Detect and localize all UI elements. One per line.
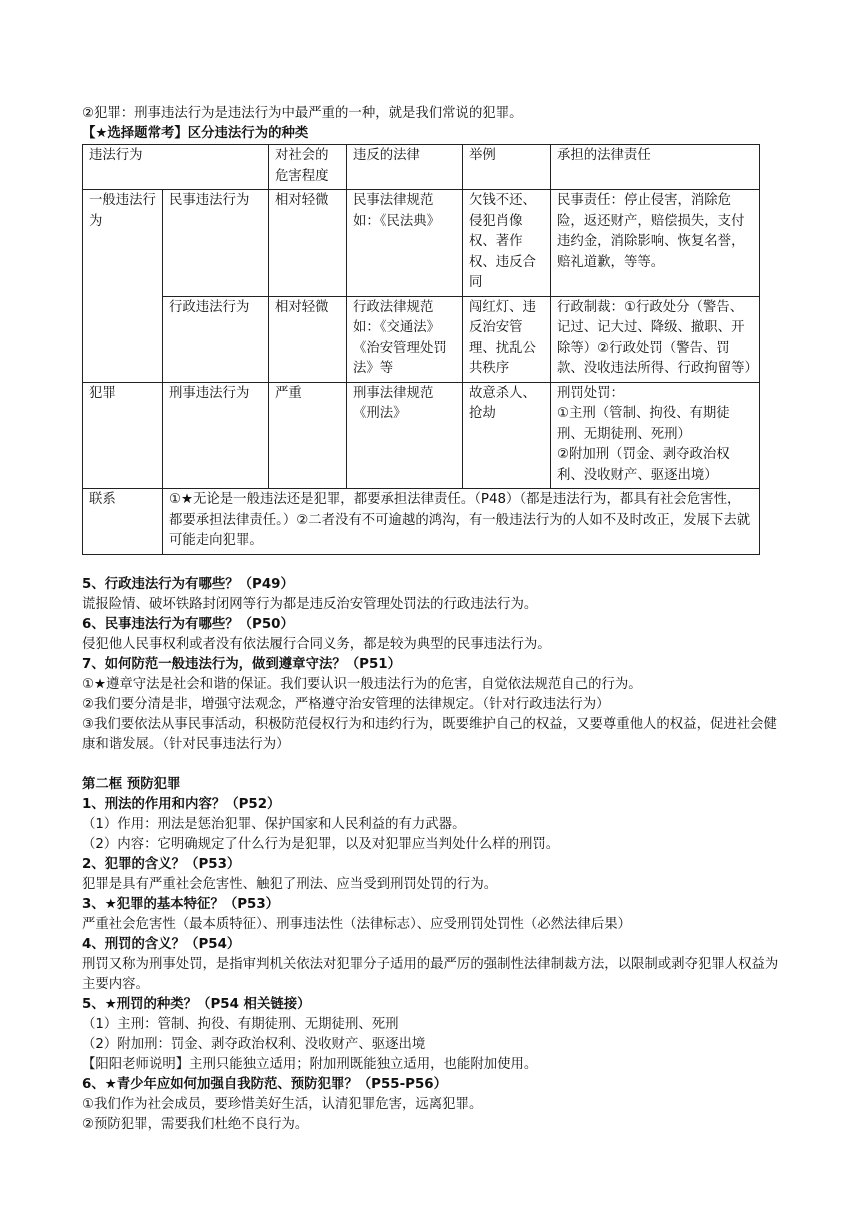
section-line: （1）作用：刑法是惩治犯罪、保护国家和人民利益的有力武器。 [82,816,466,832]
section-line: （2）附加刑：罚金、剥夺政治权利、没收财产、驱逐出境 [82,1036,426,1052]
section-line: 犯罪是具有严重社会危害性、触犯了刑法、应当受到刑罚处罚的行为。 [82,876,498,892]
section-line: ③我们要依法从事民事活动，积极防范侵权行为和违约行为，既要维护自己的权益，又要尊重他人的权益，促进社会健康和谐发展。（针对民事违法行为） [82,716,777,752]
liability-cell: 行政制裁：①行政处分（警告、记过、记大过、降级、撤职、开除等）②行政处罚（警告、罚款、没收违法所得、行政拘留等） [551,296,760,382]
harm-cell: 相对轻微 [269,190,347,297]
table-row [83,296,760,382]
violation-types-table [82,144,760,555]
document-page [82,104,782,1135]
harm-cell: 相对轻微 [269,296,347,382]
liability-title: 刑罚处罚： [557,385,624,401]
section-line: 谎报险情、破坏铁路封闭网等行为都是违反治安管理处罚法的行政违法行为。 [82,596,538,612]
section-line: 侵犯他人民事权利或者没有依法履行合同义务，都是较为典型的民事违法行为。 [82,636,551,652]
intro-line: ②犯罪：刑事违法行为是违法行为中最严重的一种，就是我们常说的犯罪。 [82,106,523,121]
section-line: ①★遵章守法是社会和谐的保证。我们要认识一般违法行为的危害，自觉依法规范自己的行为。 [82,676,642,692]
law-cell: 民事法律规范如：《民法典》 [347,190,463,297]
section-line: ①我们作为社会成员，要珍惜美好生活，认清犯罪危害，远离犯罪。 [82,1096,483,1112]
liability-cell: 民事责任：停止侵害，消除危险，返还财产，赔偿损失，支付违约金，消除影响、恢复名誉，赔礼道歉，等等。 [551,190,760,297]
relation-text-cell: ①★无论是一般违法还是犯罪，都要承担法律责任。（P48）（都是违法行为，都具有社会危害性，都要承担法律责任。）②二者没有不可逾越的鸿沟，有一般违法行为的人如不及时改正，发展下去就可能走向犯罪。 [163,489,760,555]
section-heading: 4、刑罚的含义？（P54） [82,936,241,952]
liability-main: ①主刑（管制、拘役、有期徒刑、无期徒刑、死刑） [557,406,730,442]
relation-label-cell: 联系 [83,489,163,555]
liability-extra: ②附加刑（罚金、剥夺政治权利、没收财产、驱逐出境） [557,447,730,483]
header-cell: 违反的法律 [347,145,463,190]
type-cell: 行政违法行为 [163,296,269,382]
example-cell: 故意杀人、抢劫 [463,382,551,489]
law-cell: 刑事法律规范《刑法》 [347,382,463,489]
type-cell: 刑事违法行为 [163,382,269,489]
section-line: （1）主刑：管制、拘役、有期徒刑、无期徒刑、死刑 [82,1016,399,1032]
example-cell: 欠钱不还、侵犯肖像权、著作权、违反合同 [463,190,551,297]
header-cell: 对社会的危害程度 [269,145,347,190]
section-heading: 6、★青少年应如何加强自我防范、预防犯罪？（P55-P56） [82,1076,447,1092]
table-row [83,489,760,555]
section-line: 刑罚又称为刑事处罚，是指审判机关依法对犯罪分子适用的最严厉的强制性法律制裁方法，以限制或剥夺犯罪人权益为主要内容。 [82,956,779,992]
header-cell: 承担的法律责任 [551,145,760,190]
section-line: （2）内容：它明确规定了什么行为是犯罪，以及对犯罪应当判处什么样的刑罚。 [82,836,560,852]
table-row [83,190,760,297]
section-line: 严重社会危害性（最本质特征）、刑事违法性（法律标志）、应受刑罚处罚性（必然法律后果） [82,916,632,932]
law-cell: 行政法律规范如：《交通法》《治安管理处罚法》等 [347,296,463,382]
harm-cell: 严重 [269,382,347,489]
section-line: ②我们要分清是非，增强守法观念，严格遵守治安管理的法律规定。（针对行政违法行为） [82,696,610,712]
section-heading: 5、★刑罚的种类？（P54 相关链接） [82,996,311,1012]
section-heading: 7、如何防范一般违法行为，做到遵章守法？（P51） [82,656,401,672]
category-cell: 一般违法行为 [83,190,163,383]
chapter-title: 第二框 预防犯罪 [82,776,181,792]
table-header-row [83,145,760,190]
section-heading: 3、★犯罪的基本特征？（P53） [82,896,280,912]
table-row [83,382,760,489]
section-heading: 5、行政违法行为有哪些？（P49） [82,576,294,592]
table-title: 【★选择题常考】区分违法行为的种类 [82,126,309,141]
category-cell: 犯罪 [83,382,163,489]
section-heading: 2、犯罪的含义？（P53） [82,856,241,872]
type-cell: 民事违法行为 [163,190,269,297]
liability-cell [551,382,760,489]
example-cell: 闯红灯、违反治安管理、扰乱公共秩序 [463,296,551,382]
section-heading: 6、民事违法行为有哪些？（P50） [82,616,294,632]
section-heading: 1、刑法的作用和内容？（P52） [82,796,281,812]
header-cell: 举例 [463,145,551,190]
header-cell: 违法行为 [83,145,269,190]
teacher-note: 【阳阳老师说明】主刑只能独立适用；附加刑既能独立适用，也能附加使用。 [82,1056,538,1072]
section-line: ②预防犯罪，需要我们杜绝不良行为。 [82,1116,309,1132]
